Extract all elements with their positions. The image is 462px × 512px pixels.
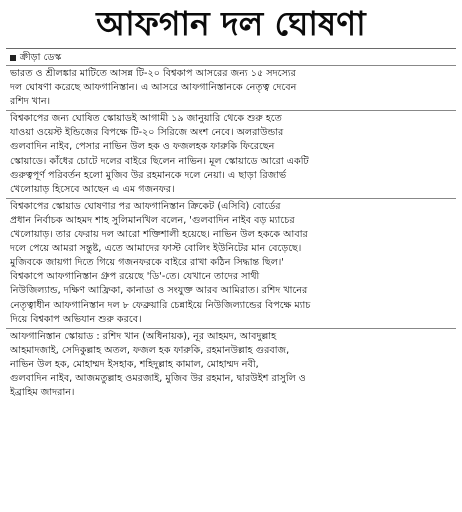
text-line: গুলবাদিন নাইব, আজমতুল্লাহ ওমরজাই, মুজিব উর রহমান, দ্বারউইশ রাসুলি ও <box>10 372 306 384</box>
text-line: নিউজিল্যান্ড, দক্ষিণ আফ্রিকা, কানাডা ও সংযুক্ত আরব আমিরাত। রশিদ খানের <box>10 285 308 297</box>
paragraph-3 <box>10 200 454 327</box>
text-line: বিশ্বকাপের স্কোয়াড ঘোষণার পর আফগানিস্তান ক্রিকেট (এসিবি) বোর্ডের <box>10 200 281 212</box>
text-line: প্রধান নির্বাচক আহমদ শাহ সুলিমানখিল বলেন, 'গুলবাদিন নাইব বড় ম্যাচের <box>10 214 295 226</box>
text-line: যাওয়া ওয়েস্ট ইন্ডিজের বিপক্ষে টি-২০ সিরিজে অংশ নেবে। অলরাউন্ডার <box>10 127 284 139</box>
dateline <box>10 51 456 64</box>
divider <box>6 198 456 199</box>
dateline-text: ক্রীড়া ডেস্ক <box>20 52 62 63</box>
paragraph-2 <box>10 112 454 197</box>
text-line: রশিদ খান। <box>10 96 51 108</box>
text-line: নাভিন উল হক, মোহাম্মদ ইসহাক, শহিদুল্লাহ কামাল, মোহাম্মদ নবী, <box>10 358 259 370</box>
paragraph-4 <box>10 330 454 400</box>
text-line: গুলবাদিন নাইব, পেসার নাভিন উল হক ও ফজলহক ফারুকি ফিরেছেন <box>10 141 275 153</box>
text-line: দিয়ে বিশ্বকাপ অভিযান শুরু করবে। <box>10 313 142 325</box>
text-line: দল ঘোষণা করেছে আফগানিস্তান। এ আসরে আফগানিস্তানকে নেতৃত্ব দেবেন <box>10 82 297 94</box>
text-line: খেলোয়াড়। তার ফেরায় দল আরো শক্তিশালী হয়েছে। নাভিন উল হককে আবার <box>10 229 308 241</box>
text-line: বিশ্বকাপের জন্য ঘোষিত স্কোয়াডই আগামী ১৯ জানুয়ারি থেকে শুরু হতে <box>10 113 282 125</box>
text-line: দলে পেয়ে আমরা সন্তুষ্ট, এতে আমাদের ফাস্ট বোলিং ইউনিটের মান বেড়েছে। <box>10 243 302 255</box>
news-clipping <box>0 2 462 512</box>
divider <box>6 65 456 66</box>
text-line: নেতৃত্বাধীন আফগানিস্তান দল ৮ ফেব্রুয়ারি চেন্নাইয়ে নিউজিল্যান্ডের বিপক্ষে ম্যাচ <box>10 299 311 311</box>
text-line: আফগানিস্তান স্কোয়াড : রশিদ খান (অধিনায়ক), নূর আহমদ, আবদুল্লাহ <box>10 330 277 342</box>
paragraph-1 <box>10 67 454 109</box>
divider <box>6 110 456 111</box>
text-line: স্কোয়াডে। কাঁধের চোটে দলের বাইরে ছিলেন নাভিন। মূল স্কোয়াডে আরো একটি <box>10 155 309 167</box>
text-line: খেলোয়াড় হিসেবে আছেন এ এম গজনফর। <box>10 183 175 195</box>
text-line: ভারত ও শ্রীলঙ্কার মাটিতে আসন্ন টি-২০ বিশ্বকাপ আসরের জন্য ১৫ সদস্যের <box>10 68 296 79</box>
headline: আফগান দল ঘোষণা <box>6 2 456 49</box>
text-line: আহমাদজাই, সেদিকুল্লাহ অতল, ফজল হক ফারুকি, রহমানউল্লাহ গুরবাজ, <box>10 344 290 356</box>
text-line: মুজিবকে জায়গা দিতে গিয়ে গজনফরকে বাইরে রাখা কঠিন সিদ্ধান্ত ছিল।' <box>10 257 284 269</box>
text-line: ইব্রাহিম জাদরান। <box>10 387 75 399</box>
text-line: গুরুত্বপূর্ণ পরিবর্তন হলো মুজিব উর রহমানকে দলে নেয়া। এ ছাড়া রিজার্ভ <box>10 169 287 181</box>
divider <box>6 328 456 329</box>
bullet-icon <box>10 55 16 61</box>
text-line: বিশ্বকাপে আফগানিস্তান গ্রুপ রয়েছে 'ডি'-তে। যেখানে তাদের সাথী <box>10 271 260 283</box>
